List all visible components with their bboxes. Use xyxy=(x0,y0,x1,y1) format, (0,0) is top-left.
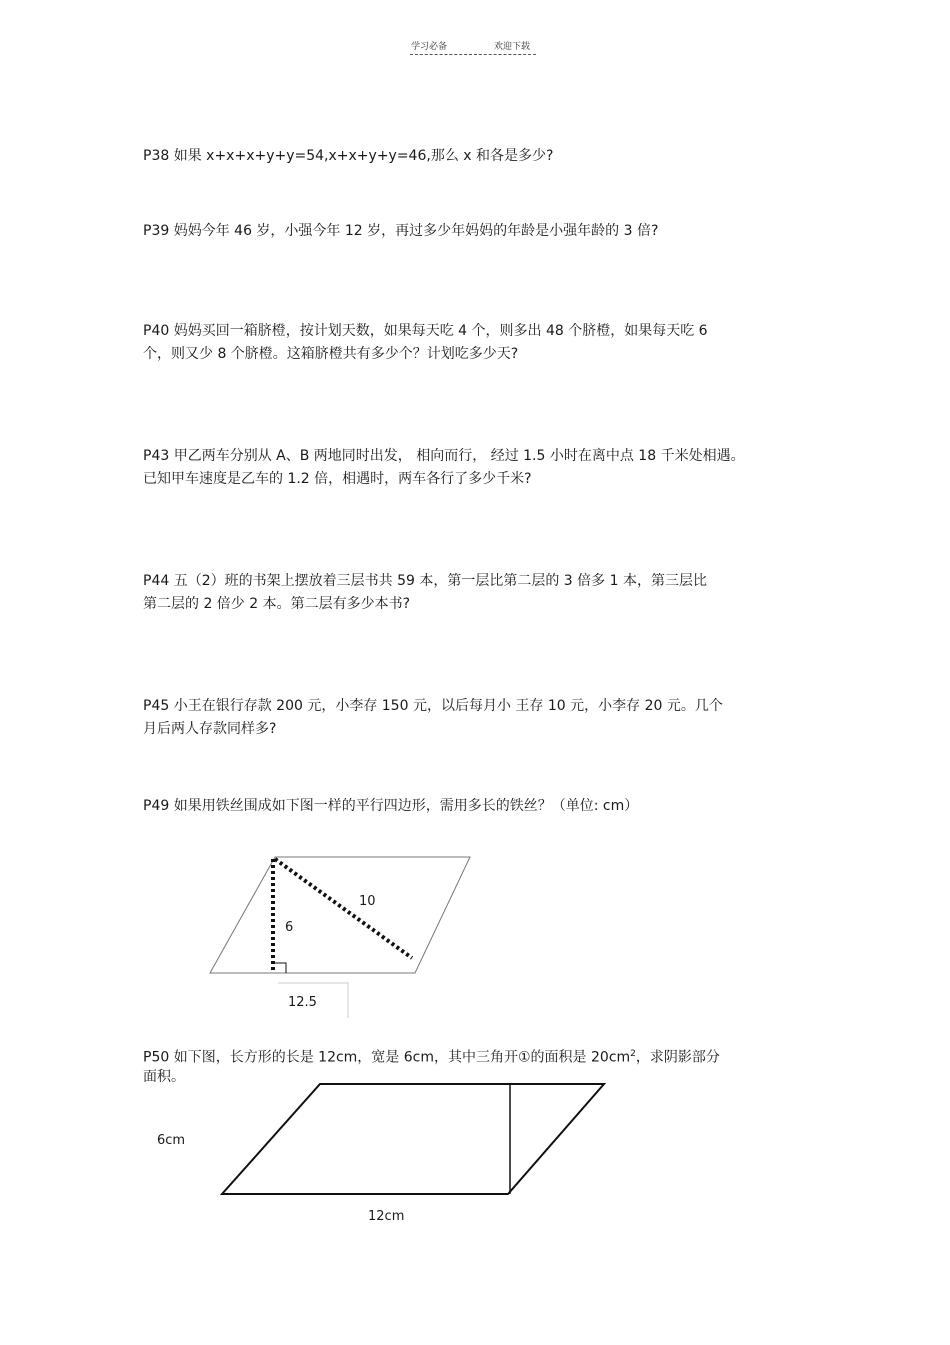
question-p40-line2: 个，则又少 8 个脐橙。这箱脐橙共有多少个？计划吃多少天? xyxy=(143,346,519,362)
question-p45-line2: 月后两人存款同样多? xyxy=(143,721,277,737)
question-p45-line1: P45 小王在银行存款 200 元，小李存 150 元，以后每月小 王存 10 元，小李存 20 元。几个 xyxy=(143,698,723,714)
question-p40-line1: P40 妈妈买回一箱脐橙，按计划天数，如果每天吃 4 个，则多出 48 个脐橙，如果每天吃 6 xyxy=(143,323,708,339)
parallelogram-outline xyxy=(210,857,470,973)
question-p39: P39 妈妈今年 46 岁，小强今年 12 岁，再过多少年妈妈的年龄是小强年龄的 3 倍? xyxy=(143,223,659,239)
question-p43-line2: 已知甲车速度是乙车的 1.2 倍，相遇时，两车各行了多少千米? xyxy=(143,471,532,487)
header-right-text: 欢迎下载 xyxy=(494,42,531,52)
question-p50-tail: ，求阴影部分 xyxy=(635,1049,720,1066)
question-p49: P49 如果用铁丝围成如下图一样的平行四边形，需用多长的铁丝？（单位: cm） xyxy=(143,798,639,814)
question-p50-line2: 面积。 xyxy=(143,1069,185,1085)
header-left-text: 学习必备 xyxy=(411,42,448,52)
question-p44-line2: 第二层的 2 倍少 2 本。第二层有多少本书? xyxy=(143,596,411,612)
diagonal-dotted-line xyxy=(275,859,412,958)
question-p50-main: P50 如下图，长方形的长是 12cm，宽是 6cm，其中三角开①的面积是 20cm xyxy=(143,1049,631,1066)
parallelogram-p50-outline xyxy=(222,1084,604,1194)
question-p44-line1: P44 五（2）班的书架上摆放着三层书共 59 本，第一层比第二层的 3 倍多 1 本，第三层比 xyxy=(143,573,707,589)
height-label: 6 xyxy=(285,920,294,935)
base-12cm-label: 12cm xyxy=(368,1209,405,1224)
superscript-2: 2 xyxy=(630,1049,636,1059)
height-6cm-label: 6cm xyxy=(157,1133,186,1148)
base-label: 12.5 xyxy=(288,995,317,1010)
question-p38: P38 如果 x+x+x+y+y=54,x+x+y+y=46,那么 x 和各是多少? xyxy=(143,148,554,164)
diagonal-label: 10 xyxy=(359,894,376,909)
question-p43-line1: P43 甲乙两车分别从 A、B 两地同时出发， 相向而行， 经过 1.5 小时在离中点 18 千米处相遇。 xyxy=(143,448,745,464)
